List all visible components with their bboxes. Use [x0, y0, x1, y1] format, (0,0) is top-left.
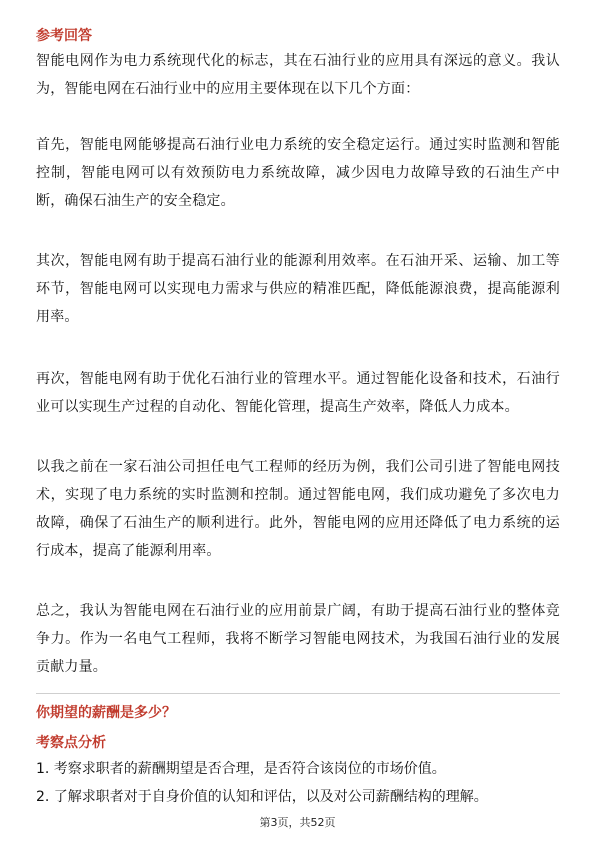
paragraph-first: 首先，智能电网能够提高石油行业电力系统的安全稳定运行。通过实时监测和智能控制，智能电网可以有效预防电力系统故障，减少因电力故障导致的石油生产中断，确保石油生产的安全稳定。	[36, 137, 560, 209]
paragraph-conclusion: 总之，我认为智能电网在石油行业的应用前景广阔，有助于提高石油行业的整体竞争力。作为一名电气工程师，我将不断学习智能电网技术，为我国石油行业的发展贡献力量。	[36, 603, 560, 675]
paragraph-example: 以我之前在一家石油公司担任电气工程师的经历为例，我们公司引进了智能电网技术，实现了电力系统的实时监测和控制。通过智能电网，我们成功避免了多次电力故障，确保了石油生产的顺利进行。此外，智能电网的应用还降低了电力系统的运行成本，提高了能源利用率。	[36, 459, 560, 559]
analysis-item-2: 2. 了解求职者对于自身价值的认知和评估，以及对公司薪酬结构的理解。	[36, 789, 488, 805]
section-divider	[36, 693, 560, 694]
question-heading: 你期望的薪酬是多少？	[36, 705, 176, 721]
paragraph-third: 再次，智能电网有助于优化石油行业的管理水平。通过智能化设备和技术，石油行业可以实现生产过程的自动化、智能化管理，提高生产效率，降低人力成本。	[36, 371, 560, 415]
page-footer: 第3页，共52页	[259, 816, 336, 829]
answer-heading: 参考回答	[36, 28, 92, 44]
paragraph-second: 其次，智能电网有助于提高石油行业的能源利用效率。在石油开采、运输、加工等环节，智能电网可以实现电力需求与供应的精准匹配，降低能源浪费，提高能源利用率。	[36, 253, 560, 325]
paragraph-intro: 智能电网作为电力系统现代化的标志，其在石油行业的应用具有深远的意义。我认为，智能电网在石油行业中的应用主要体现在以下几个方面：	[36, 53, 560, 97]
analysis-item-1: 1. 考察求职者的薪酬期望是否合理，是否符合该岗位的市场价值。	[36, 761, 446, 777]
analysis-heading: 考察点分析	[36, 735, 106, 751]
